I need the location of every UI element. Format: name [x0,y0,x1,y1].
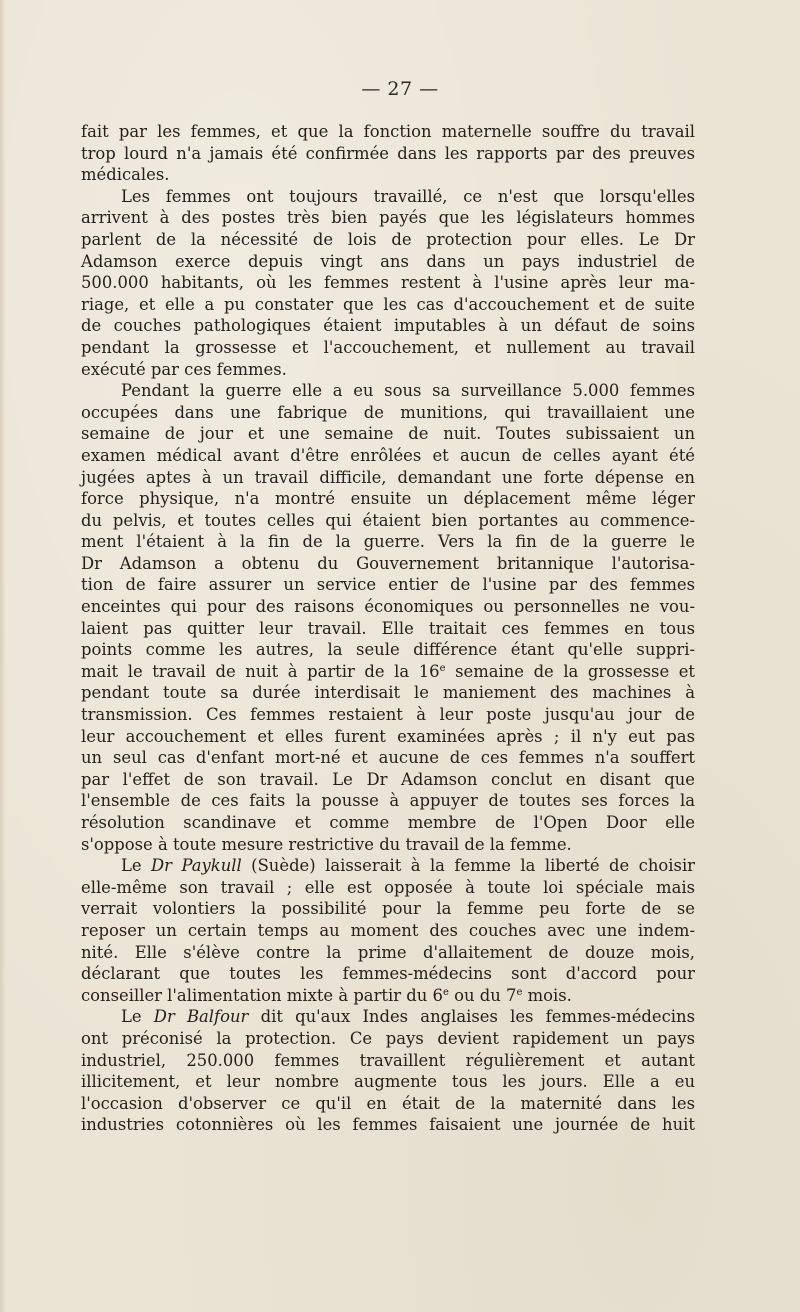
text-line [81,704,695,726]
text-run: par l'effet de son travail. Le Dr Adamson conclut en disant que [81,769,695,789]
text-run: déclarant que toutes les femmes-médecins sont d'accord pour [81,964,695,984]
text-run: Pendant la guerre elle a eu sous sa surveillance 5.000 femmes [121,381,695,401]
text-line [81,359,695,381]
text-run: industriel, 250.000 femmes travaillent régulièrement et autant [81,1050,695,1070]
text-line [81,402,695,424]
text-run: Les femmes ont toujours travaillé, ce n'est que lorsqu'elles [121,186,695,206]
italic-name: Dr Balfour [153,1007,249,1027]
text-run: industries cotonnières où les femmes faisaient une journée de huit [81,1115,695,1135]
text-line [81,272,695,294]
text-run: pendant la grossesse et l'accouchement, et nullement au travail [81,337,695,357]
text-run: l'occasion d'observer ce qu'il en était de la maternité dans les [81,1093,695,1113]
text-run: exécuté par ces femmes. [81,359,287,379]
text-run: fait par les femmes, et que la fonction maternelle souffre du travail [81,122,695,141]
text-run: Dr Adamson a obtenu du Gouvernement britannique l'autorisa- [81,553,695,573]
text-line [81,251,695,273]
text-run: Adamson exerce depuis vingt ans dans un pays industriel de [81,251,695,271]
text-run: semaine de la grossesse et [445,661,695,681]
text-run: de couches pathologiques étaient imputables à un défaut de soins [81,316,695,336]
text-line [81,467,695,489]
page-spine-shadow [0,0,6,1312]
text-line [81,510,695,532]
text-run: transmission. Ces femmes restaient à leur poste jusqu'au jour de [81,705,695,725]
text-line [81,963,695,985]
superscript: e [439,662,446,674]
text-run: nité. Elle s'élève contre la prime d'allaitement de douze mois, [81,942,695,962]
text-run: 500.000 habitants, où les femmes restent à l'usine après leur ma- [81,273,695,293]
text-run: (Suède) laisserait à la femme la liberté de choisir [241,856,696,876]
text-run: Le [121,856,152,876]
text-line [81,985,695,1007]
text-run: dit qu'aux Indes anglaises les femmes-médecins [248,1007,695,1027]
text-run: enceintes qui pour des raisons économiques ou personnelles ne vou- [81,597,695,617]
body-text [81,121,695,1136]
text-run: Le [121,1007,154,1027]
text-line [81,920,695,942]
text-run: semaine de jour et une semaine de nuit. Toutes subissaient un [81,424,695,444]
text-line [81,423,695,445]
text-line [81,337,695,359]
text-run: résolution scandinave et comme membre de l'Open Door elle [81,813,695,832]
text-line [81,812,695,834]
text-line [81,1093,695,1115]
text-line [81,790,695,812]
text-line [81,639,695,661]
text-line [81,207,695,229]
text-line [81,186,695,208]
text-line [81,877,695,899]
text-line [81,618,695,640]
italic-name: Dr Paykull [151,856,242,876]
text-line [81,380,695,402]
text-run: ou du 7 [448,985,517,1005]
text-line [81,596,695,618]
text-run: force physique, n'a montré ensuite un déplacement même léger [81,489,695,509]
text-line [81,121,695,143]
text-run: mois. [522,985,572,1005]
text-run: mait le travail de nuit à partir de la 16 [81,661,440,681]
text-line [81,143,695,165]
text-run: parlent de la nécessité de lois de protection pour elles. Le Dr [81,229,695,249]
text-run: elle-même son travail ; elle est opposée à toute loi spéciale mais [81,877,695,897]
superscript: e [442,986,449,998]
text-line [81,294,695,316]
text-run: reposer un certain temps au moment des couches avec une indem- [81,920,695,940]
text-run: s'oppose à toute mesure restrictive du travail de la femme. [81,834,572,854]
text-run: tion de faire assurer un service entier de l'usine par des femmes [81,575,695,595]
text-line [81,553,695,575]
text-run: examen médical avant d'être enrôlées et aucun de celles ayant été [81,445,695,465]
text-run: riage, et elle a pu constater que les cas d'accouchement et de suite [81,294,695,314]
text-run: l'ensemble de ces faits la pousse à appuyer de toutes ses forces la [81,791,695,811]
text-run: trop lourd n'a jamais été confirmée dans les rapports par des preuves [81,143,695,163]
text-run: occupées dans une fabrique de munitions, qui travaillaient une [81,402,695,422]
page-number: — 27 — [361,78,439,100]
text-line [81,726,695,748]
text-line [81,682,695,704]
text-line [81,855,695,877]
text-run: points comme les autres, la seule différence étant qu'elle suppri- [81,640,695,660]
text-line [81,942,695,964]
text-run: ont préconisé la protection. Ce pays devient rapidement un pays [81,1028,695,1048]
text-line [81,1071,695,1093]
text-run: laient pas quitter leur travail. Elle traitait ces femmes en tous [81,618,695,638]
text-line [81,574,695,596]
text-run: verrait volontiers la possibilité pour la femme peu forte de se [81,899,695,919]
text-run: médicales. [81,165,170,185]
text-run: du pelvis, et toutes celles qui étaient bien portantes au commence- [81,510,695,530]
text-line [81,445,695,467]
text-line [81,1006,695,1028]
text-line [81,531,695,553]
text-run: pendant toute sa durée interdisait le maniement des machines à [81,683,695,703]
text-line [81,315,695,337]
text-run: conseiller l'alimentation mixte à partir du 6 [81,985,443,1005]
superscript: e [516,986,523,998]
text-line [81,747,695,769]
text-line [81,1114,695,1136]
text-line [81,1028,695,1050]
text-line [81,661,695,683]
text-run: arrivent à des postes très bien payés que les législateurs hommes [81,208,695,228]
text-run: leur accouchement et elles furent examinées après ; il n'y eut pas [81,726,695,746]
text-run: jugées aptes à un travail difficile, demandant une forte dépense en [81,467,695,487]
text-line [81,229,695,251]
text-line [81,769,695,791]
text-line [81,1050,695,1072]
text-line [81,834,695,856]
text-line [81,898,695,920]
text-run: illicitement, et leur nombre augmente tous les jours. Elle a eu [81,1072,695,1092]
text-run: ment l'étaient à la fin de la guerre. Vers la fin de la guerre le [81,532,695,552]
text-line [81,488,695,510]
text-run: un seul cas d'enfant mort-né et aucune de ces femmes n'a souffert [81,748,695,768]
text-line [81,164,695,186]
